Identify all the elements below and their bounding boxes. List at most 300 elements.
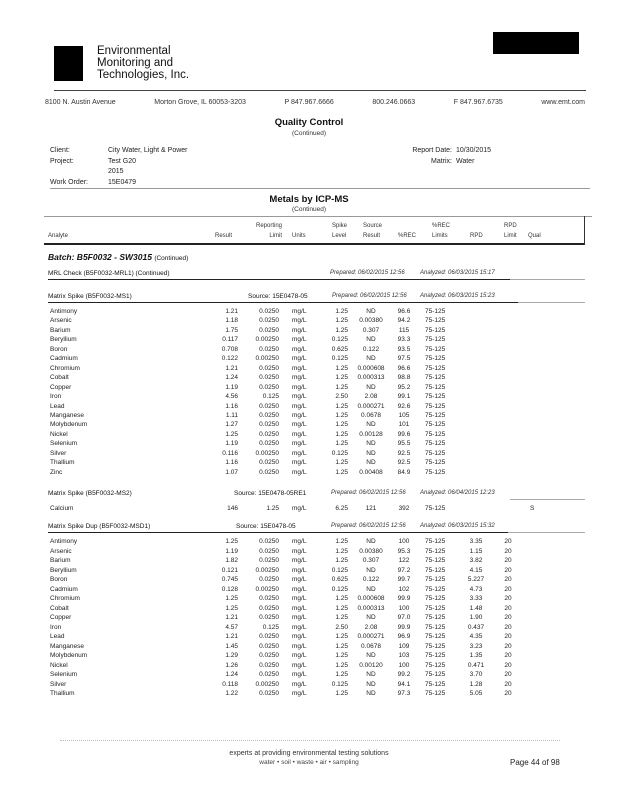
matrix-label: Matrix: <box>431 158 452 165</box>
cell-source-result: ND <box>366 421 376 429</box>
cell-units: mg/L <box>292 671 307 678</box>
cell-rec: 100 <box>398 661 410 669</box>
cell-rec: 92.5 <box>397 449 411 457</box>
page-subtitle: (Continued) <box>292 130 326 137</box>
cell-source-result: 121 <box>365 505 377 512</box>
cell-units: mg/L <box>292 595 307 602</box>
col-rec-lim-top: %REC <box>432 223 451 229</box>
cell-spike-level: 1.25 <box>335 671 348 678</box>
cell-rec: 95.5 <box>397 440 411 448</box>
cell-rec: 109 <box>398 642 410 650</box>
cell-rec-limits: 75-125 <box>425 317 446 325</box>
cell-units: mg/L <box>292 336 307 344</box>
cell-source-result: 0.307 <box>362 326 380 334</box>
cell-result: 1.18 <box>225 317 238 325</box>
address: 8100 N. Austin Avenue <box>45 99 116 106</box>
ms1-rule <box>48 302 518 303</box>
cell-rec-limits: 75-125 <box>425 623 446 631</box>
cell-rec-limits: 75-125 <box>425 402 446 410</box>
work-order-label: Work Order: <box>50 179 88 186</box>
cell-rpd: 1.35 <box>469 652 483 659</box>
cell-source-result: ND <box>366 538 376 545</box>
cell-rec: 96.6 <box>397 364 411 372</box>
cell-rec-limits: 75-125 <box>425 614 446 621</box>
cell-spike-level: 1.25 <box>335 421 348 429</box>
cell-rec: 94.1 <box>397 680 411 688</box>
header-divider <box>54 90 586 91</box>
cell-rec-limits: 75-125 <box>425 547 446 555</box>
cell-rec-limits: 75-125 <box>425 642 446 650</box>
cell-analyte: Selenium <box>50 440 78 448</box>
cell-result: 1.29 <box>225 652 238 659</box>
cell-source-result: 0.000271 <box>357 633 385 640</box>
cell-reporting-limit: 0.0250 <box>259 661 279 669</box>
cell-rec-limits: 75-125 <box>425 680 446 688</box>
cell-spike-level: 1.25 <box>335 308 348 315</box>
cell-result: 1.19 <box>225 547 238 555</box>
cell-rec-limits: 75-125 <box>425 566 446 574</box>
client-label: Client: <box>50 147 70 154</box>
cell-analyte: Nickel <box>50 430 68 438</box>
cell-rec-limits: 75-125 <box>425 421 446 429</box>
cell-spike-level: 1.25 <box>335 538 348 545</box>
cell-rec: 97.0 <box>397 614 411 621</box>
cell-units: mg/L <box>292 547 307 555</box>
col-spike-bot: Level <box>332 233 347 239</box>
cell-analyte: Nickel <box>50 661 68 669</box>
table-header-top-rule <box>44 216 592 217</box>
cell-result: 0.118 <box>222 680 238 688</box>
cell-reporting-limit: 0.0250 <box>259 364 279 372</box>
company-logo <box>54 46 83 81</box>
cell-rec: 99.9 <box>397 595 411 602</box>
cell-source-result: 0.000608 <box>357 364 385 372</box>
cell-spike-level: 2.50 <box>335 393 348 401</box>
cell-rec: 97.5 <box>397 355 411 363</box>
cell-result: 1.27 <box>225 421 238 429</box>
cell-units: mg/L <box>292 326 307 334</box>
cell-rpd-limit: 20 <box>504 538 512 545</box>
ms2-source: Source: 15E0478-05RE1 <box>234 490 307 497</box>
cell-result: 1.21 <box>225 308 238 315</box>
cell-analyte: Cobalt <box>50 604 69 612</box>
cell-reporting-limit: 0.0250 <box>259 411 279 419</box>
cell-analyte: Selenium <box>50 671 78 678</box>
cell-rec: 115 <box>398 326 410 334</box>
table-row <box>0 671 618 681</box>
cell-reporting-limit: 0.0250 <box>259 690 279 697</box>
cell-reporting-limit: 0.00250 <box>255 449 279 457</box>
cell-rec: 96.6 <box>397 308 411 315</box>
msd1-title: Matrix Spike Dup (B5F0032-MSD1) <box>48 523 151 530</box>
cell-analyte: Molybdenum <box>50 421 88 429</box>
col-result: Result <box>215 233 233 239</box>
cell-spike-level: 1.25 <box>335 430 348 438</box>
cell-rec-limits: 75-125 <box>425 604 446 612</box>
cell-spike-level: 1.25 <box>335 595 348 602</box>
cell-rec-limits: 75-125 <box>425 576 446 583</box>
cell-result: 1.45 <box>225 642 238 650</box>
mrl-check-rule-light <box>510 279 585 280</box>
cell-spike-level: 1.25 <box>335 440 348 448</box>
table-header-bottom-rule <box>44 243 584 245</box>
cell-rec-limits: 75-125 <box>425 393 446 401</box>
cell-spike-level: 1.25 <box>335 383 348 391</box>
website-link[interactable]: www.emt.com <box>541 99 585 106</box>
cell-rec: 92.6 <box>397 402 411 410</box>
ms2-analyzed: Analyzed: 06/04/2015 12:23 <box>420 490 495 496</box>
cell-source-result: 2.08 <box>364 623 378 631</box>
cell-rec-limits: 75-125 <box>425 557 446 564</box>
mrl-check-prepared: Prepared: 06/02/2015 12:56 <box>330 270 405 276</box>
ms2-prepared: Prepared: 06/02/2015 12:56 <box>331 490 406 496</box>
cell-analyte: Arsenic <box>50 547 72 555</box>
mrl-check-rule <box>48 279 510 280</box>
ms2-title: Matrix Spike (B5F0032-MS2) <box>48 490 132 497</box>
table-row <box>0 538 618 548</box>
cell-spike-level: 0.625 <box>331 345 348 353</box>
cell-source-result: 0.00408 <box>359 468 383 476</box>
report-date-label: Report Date: <box>412 147 452 154</box>
cell-rpd-limit: 20 <box>504 585 512 593</box>
cell-rec-limits: 75-125 <box>425 661 446 669</box>
ms1-prepared: Prepared: 06/02/2015 12:56 <box>332 293 407 299</box>
cell-spike-level: 1.25 <box>335 402 348 410</box>
ms1-rule-light <box>518 302 585 303</box>
cell-units: mg/L <box>292 585 307 593</box>
cell-reporting-limit: 0.00250 <box>255 336 279 344</box>
cell-rpd-limit: 20 <box>504 671 512 678</box>
col-qual: Qual <box>528 233 541 239</box>
cell-source-result: 0.122 <box>362 576 380 583</box>
cell-reporting-limit: 0.125 <box>262 623 279 631</box>
cell-rpd: 3.70 <box>469 671 483 678</box>
cell-rec: 97.2 <box>397 566 411 574</box>
col-source-bot: Result <box>363 233 381 239</box>
cell-rec-limits: 75-125 <box>425 440 446 448</box>
msd1-prepared: Prepared: 06/02/2015 12:56 <box>331 523 406 529</box>
msd1-rule <box>48 532 508 533</box>
cell-result: 1.25 <box>225 430 238 438</box>
col-spike-top: Spike <box>332 223 348 229</box>
cell-result: 1.19 <box>225 440 238 448</box>
cell-rec: 93.3 <box>397 336 411 344</box>
project-value: Test G20 <box>108 158 137 165</box>
cell-reporting-limit: 0.0250 <box>259 652 279 659</box>
cell-analyte: Silver <box>50 680 67 688</box>
cell-reporting-limit: 0.00250 <box>255 566 279 574</box>
page-title: Quality Control <box>274 117 344 128</box>
cell-analyte: Thallium <box>50 459 75 467</box>
cell-spike-level: 1.25 <box>335 468 348 476</box>
cell-result: 0.121 <box>221 566 238 574</box>
cell-units: mg/L <box>292 383 307 391</box>
cell-result: 1.21 <box>225 633 238 640</box>
cell-rpd-limit: 20 <box>504 547 512 555</box>
cell-result: 1.21 <box>225 614 238 621</box>
cell-source-result: ND <box>366 614 376 621</box>
cell-rec: 103 <box>398 652 410 659</box>
footer-services: water • soil • waste • air • sampling <box>259 759 359 766</box>
cell-source-result: 0.122 <box>362 345 380 353</box>
cell-source-result: 0.0678 <box>361 411 381 419</box>
cell-rec-limits: 75-125 <box>425 538 446 545</box>
cell-analyte: Antimony <box>50 308 78 315</box>
cell-result: 1.25 <box>225 538 238 545</box>
cell-spike-level: 1.25 <box>335 459 348 467</box>
cell-rpd-limit: 20 <box>504 690 512 697</box>
cell-spike-level: 6.25 <box>335 505 348 512</box>
table-row <box>0 662 618 672</box>
cell-spike-level: 1.25 <box>335 326 348 334</box>
cell-rpd-limit: 20 <box>504 661 512 669</box>
msd1-analyzed: Analyzed: 06/03/2015 15:32 <box>420 523 495 529</box>
cell-spike-level: 1.25 <box>335 690 348 697</box>
cell-source-result: 0.0678 <box>361 642 381 650</box>
cell-analyte: Calcium <box>50 505 74 512</box>
table-row <box>0 605 618 615</box>
cell-analyte: Beryllium <box>50 566 77 574</box>
cell-rpd: 1.48 <box>469 604 483 612</box>
table-row <box>0 576 618 586</box>
cell-rec: 99.2 <box>397 671 411 678</box>
cell-result: 1.21 <box>225 364 238 372</box>
cell-qual: S <box>530 505 535 512</box>
cell-result: 1.25 <box>225 604 238 612</box>
cell-analyte: Iron <box>50 623 62 631</box>
cell-reporting-limit: 0.0250 <box>259 421 279 429</box>
page-number: Page 44 of 98 <box>510 758 560 767</box>
cell-reporting-limit: 0.0250 <box>259 326 279 334</box>
footer-divider <box>60 740 560 741</box>
cell-rec: 92.5 <box>397 459 411 467</box>
cell-reporting-limit: 0.0250 <box>259 374 279 382</box>
cell-result: 1.26 <box>225 661 238 669</box>
cell-spike-level: 0.125 <box>331 566 348 574</box>
cell-rpd-limit: 20 <box>504 557 512 564</box>
cell-rec-limits: 75-125 <box>425 411 446 419</box>
table-row <box>0 624 618 634</box>
ms1-title: Matrix Spike (B5F0032-MS1) <box>48 293 132 300</box>
cell-source-result: ND <box>366 383 376 391</box>
cell-result: 0.116 <box>222 449 238 457</box>
cell-units: mg/L <box>292 642 307 650</box>
cell-rpd: 3.35 <box>469 538 483 545</box>
cell-rpd: 3.33 <box>469 595 483 602</box>
cell-units: mg/L <box>292 614 307 621</box>
cell-rec: 102 <box>398 585 410 593</box>
cell-rpd: 5.05 <box>469 690 483 697</box>
cell-analyte: Antimony <box>50 538 78 545</box>
redaction-box <box>493 32 579 54</box>
cell-spike-level: 0.125 <box>331 355 348 363</box>
cell-units: mg/L <box>292 355 307 363</box>
cell-spike-level: 1.25 <box>335 652 348 659</box>
cell-rec-limits: 75-125 <box>425 374 446 382</box>
cell-rec: 93.5 <box>397 345 411 353</box>
cell-reporting-limit: 0.0250 <box>259 440 279 448</box>
cell-units: mg/L <box>292 652 307 659</box>
cell-units: mg/L <box>292 449 307 457</box>
col-rec-lim-bot: Limits <box>432 233 448 239</box>
cell-result: 1.24 <box>225 374 238 382</box>
col-rec: %REC <box>398 233 417 239</box>
cell-spike-level: 0.125 <box>331 336 348 344</box>
cell-source-result: 0.00120 <box>359 661 383 669</box>
cell-source-result: ND <box>366 449 376 457</box>
cell-rec: 99.6 <box>397 430 411 438</box>
cell-rpd-limit: 20 <box>504 642 512 650</box>
cell-spike-level: 2.50 <box>335 623 348 631</box>
batch-title <box>48 252 188 262</box>
cell-analyte: Copper <box>50 614 72 621</box>
table-row <box>0 586 618 596</box>
cell-analyte: Manganese <box>50 411 84 419</box>
cell-rpd: 1.28 <box>469 680 483 688</box>
cell-rec-limits: 75-125 <box>425 690 446 697</box>
cell-rpd: 0.471 <box>467 661 485 669</box>
cell-result: 1.75 <box>225 326 238 334</box>
table-row <box>0 633 618 643</box>
cell-rec: 100 <box>398 538 410 545</box>
cell-units: mg/L <box>292 468 307 476</box>
col-analyte: Analyte <box>48 233 69 239</box>
cell-rec-limits: 75-125 <box>425 595 446 602</box>
cell-reporting-limit: 0.0250 <box>259 642 279 650</box>
table-row <box>0 505 618 515</box>
cell-analyte: Lead <box>50 633 65 640</box>
cell-rpd-limit: 20 <box>504 595 512 602</box>
cell-analyte: Boron <box>50 576 68 583</box>
cell-spike-level: 0.125 <box>331 585 348 593</box>
tollfree: 800.246.0663 <box>372 99 416 106</box>
cell-reporting-limit: 0.0250 <box>259 604 279 612</box>
cell-rec: 99.9 <box>397 623 411 631</box>
cell-source-result: 2.08 <box>364 393 378 401</box>
cell-rpd: 3.23 <box>469 642 483 650</box>
col-source-top: Source <box>363 223 383 229</box>
ms1-source: Source: 15E0478-05 <box>248 293 308 300</box>
cell-rec-limits: 75-125 <box>425 505 446 512</box>
cell-source-result: 0.000313 <box>357 604 385 612</box>
cell-rec: 99.1 <box>397 393 411 401</box>
cell-rec: 84.9 <box>397 468 411 476</box>
mrl-check-analyzed: Analyzed: 06/03/2015 15:17 <box>420 270 495 276</box>
company-name-line: Monitoring and <box>97 57 174 69</box>
cell-units: mg/L <box>292 459 307 467</box>
col-rpd-lim-top: RPD <box>504 223 517 229</box>
cell-source-result: ND <box>366 459 376 467</box>
cell-spike-level: 1.25 <box>335 364 348 372</box>
cell-reporting-limit: 1.25 <box>266 505 279 512</box>
cell-units: mg/L <box>292 557 307 564</box>
cell-result: 4.57 <box>225 623 238 631</box>
cell-units: mg/L <box>292 680 307 688</box>
cell-source-result: 0.00380 <box>359 317 383 325</box>
cell-units: mg/L <box>292 690 307 697</box>
col-rl-top: Reporting <box>255 223 282 229</box>
cell-reporting-limit: 0.00250 <box>255 680 279 688</box>
cell-reporting-limit: 0.0250 <box>259 538 279 545</box>
cell-rec: 392 <box>398 505 410 512</box>
cell-rec-limits: 75-125 <box>425 652 446 659</box>
section-title: Metals by ICP-MS <box>269 194 349 205</box>
cell-rec: 95.2 <box>397 383 411 391</box>
cell-spike-level: 1.25 <box>335 633 348 640</box>
cell-rpd-limit: 20 <box>504 604 512 612</box>
cell-units: mg/L <box>292 633 307 640</box>
table-row <box>0 614 618 624</box>
cell-units: mg/L <box>292 566 307 574</box>
client-value: City Water, Light & Power <box>108 147 188 154</box>
cell-units: mg/L <box>292 623 307 631</box>
cell-result: 0.122 <box>221 355 238 363</box>
cell-spike-level: 1.25 <box>335 411 348 419</box>
cell-rec: 97.3 <box>397 690 411 697</box>
cell-units: mg/L <box>292 374 307 382</box>
cell-analyte: Cobalt <box>50 374 69 382</box>
cell-rpd: 4.15 <box>469 566 483 574</box>
cell-reporting-limit: 0.0250 <box>259 576 279 583</box>
cell-rec-limits: 75-125 <box>425 585 446 593</box>
table-row <box>0 557 618 567</box>
cell-result: 1.16 <box>225 459 238 467</box>
cell-rec-limits: 75-125 <box>425 308 446 315</box>
cell-reporting-limit: 0.00250 <box>255 355 279 363</box>
cell-rpd-limit: 20 <box>504 614 512 621</box>
cell-rec-limits: 75-125 <box>425 326 446 334</box>
cell-rec: 105 <box>398 411 410 419</box>
cell-analyte: Zinc <box>50 468 63 476</box>
report-date-value: 10/30/2015 <box>456 147 492 154</box>
cell-reporting-limit: 0.0250 <box>259 402 279 410</box>
cell-rec: 98.8 <box>397 374 411 382</box>
cell-source-result: ND <box>366 440 376 448</box>
cell-rec: 99.7 <box>397 576 411 583</box>
cell-rpd: 1.15 <box>469 547 483 555</box>
cell-reporting-limit: 0.0250 <box>259 614 279 621</box>
cell-rpd-limit: 20 <box>504 680 512 688</box>
batch-continued: (Continued) <box>154 255 189 262</box>
cell-units: mg/L <box>292 576 307 583</box>
cell-source-result: 0.00380 <box>359 547 383 555</box>
cell-rec-limits: 75-125 <box>425 364 446 372</box>
cell-rpd: 5.227 <box>467 576 485 583</box>
cell-rpd: 3.82 <box>469 557 483 564</box>
cell-result: 1.24 <box>225 671 238 678</box>
cell-spike-level: 0.125 <box>331 449 348 457</box>
cell-analyte: Barium <box>50 326 71 334</box>
info-divider <box>50 188 590 189</box>
msd1-rule-light <box>508 532 585 533</box>
cell-units: mg/L <box>292 411 307 419</box>
cell-result: 1.25 <box>225 595 238 602</box>
cell-analyte: Beryllium <box>50 336 77 344</box>
cell-rec-limits: 75-125 <box>425 449 446 457</box>
cell-units: mg/L <box>292 538 307 545</box>
company-name <box>97 45 189 81</box>
cell-source-result: ND <box>366 566 376 574</box>
table-row <box>0 652 618 662</box>
cell-reporting-limit: 0.0250 <box>259 308 279 315</box>
cell-rpd-limit: 20 <box>504 652 512 659</box>
cell-reporting-limit: 0.0250 <box>259 633 279 640</box>
cell-units: mg/L <box>292 364 307 372</box>
cell-source-result: ND <box>366 652 376 659</box>
cell-spike-level: 0.125 <box>331 680 348 688</box>
cell-source-result: 0.00128 <box>359 430 383 438</box>
cell-units: mg/L <box>292 393 307 401</box>
